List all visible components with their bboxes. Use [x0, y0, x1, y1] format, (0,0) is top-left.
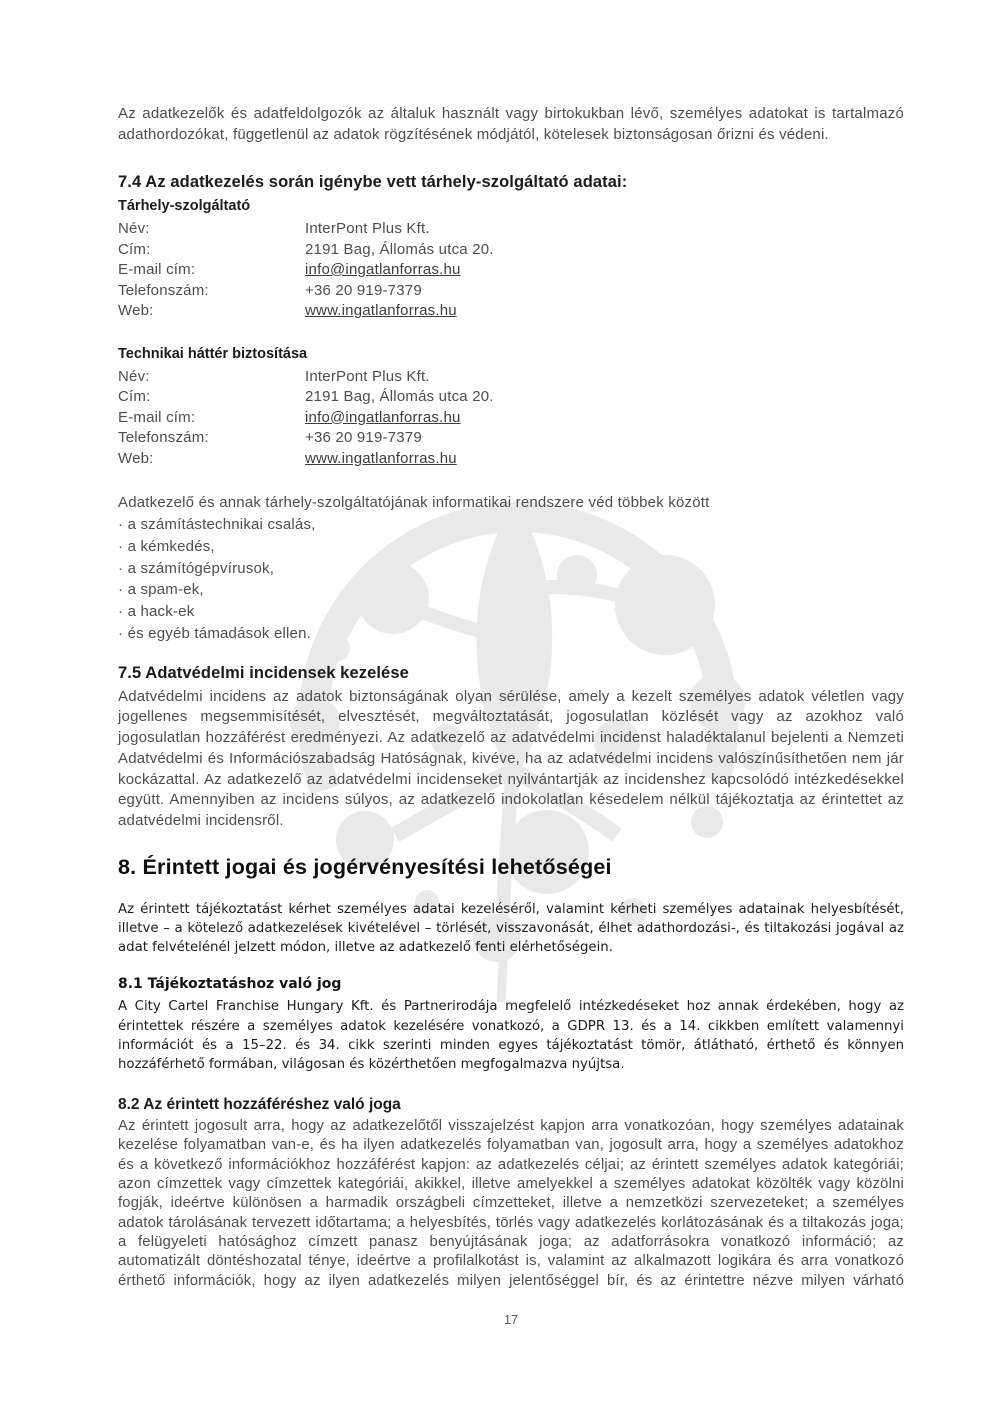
field-label: Név: — [118, 220, 150, 237]
table-row — [118, 387, 904, 408]
section-8-1-heading: 8.1 Tájékoztatáshoz való jog — [118, 976, 342, 993]
email-link[interactable]: info@ingatlanforras.hu — [305, 408, 461, 426]
table-row — [118, 281, 904, 302]
website-link[interactable]: www.ingatlanforras.hu — [305, 449, 457, 467]
field-value: +36 20 919-7379 — [305, 429, 422, 446]
table-row — [118, 260, 904, 281]
table-row — [118, 301, 904, 322]
field-label: E-mail cím: — [118, 408, 196, 426]
email-link[interactable]: info@ingatlanforras.hu — [305, 261, 461, 278]
field-label: Telefonszám: — [118, 429, 209, 446]
website-link[interactable]: www.ingatlanforras.hu — [305, 302, 457, 319]
table-row — [118, 428, 904, 449]
list-item: · a spam-ek, — [118, 581, 204, 599]
field-label: Név: — [118, 367, 150, 385]
list-item: · és egyéb támadások ellen. — [118, 624, 312, 642]
field-value: InterPont Plus Kft. — [305, 220, 430, 237]
field-value: 2191 Bag, Állomás utca 20. — [305, 240, 494, 258]
intro-paragraph: Az adatkezelők és adatfeldolgozók az általuk használt vagy birtokukban lévő, személyes adatokat is tartalmazó adathordozókat, függetlenül az adatok rögzítésének módjától, kötelesek biztonságosan őrizni és védeni. — [118, 105, 904, 143]
table-row — [118, 408, 904, 429]
document-content — [118, 103, 904, 1291]
field-label: E-mail cím: — [118, 261, 196, 278]
field-label: Telefonszám: — [118, 281, 209, 299]
protection-bullet-list — [118, 514, 904, 645]
section-7-5-heading: 7.5 Adatvédelmi incidensek kezelése — [118, 663, 409, 682]
list-item: · a kémkedés, — [118, 537, 215, 555]
hosting-provider-title: Tárhely-szolgáltató — [118, 198, 251, 214]
section-8-2-paragraph: Az érintett jogosult arra, hogy az adatkezelőtől visszajelzést kapjon arra vonatkozóan, hogy személyes adatainak kezelése folyamatban van-e, és ha ilyen adatkezelés folyamatban van, jogosult arra, hogy a személyes adatokhoz és a következő információkhoz hozzáférést kapjon: az adatkezelés céljai; az érintett személyes adatok kategóriái; azon címzettek vagy címzettek kategóriái, akikkel, illetve amelyekkel a személyes adatokat közölték vagy közölni fogják, ideértve különösen a harmadik országbeli címzetteket, illetve a nemzetközi szervezeteket; a személyes adatok tárolásának tervezett időtartama; a helyesbítés, törlés vagy adatkezelés korlátozásának és a tiltakozás joga; a felügyeleti hatósághoz címzett panasz benyújtásának joga; az adatforrásokra vonatkozó információ; az automatizált döntéshozatal ténye, ideértve a profilalkotást is, valamint az alkalmazott logikára és arra vonatkozó érthető információk, hogy az ilyen adatkezelés milyen jelentőséggel bír, és az érintettre nézve milyen várható — [118, 1118, 904, 1289]
field-label: Web: — [118, 449, 154, 467]
field-value: +36 20 919-7379 — [305, 281, 422, 299]
section-8-1-paragraph: A City Cartel Franchise Hungary Kft. és Partnerirodája megfelelő intézkedéseket hoz annak érdekében, hogy az érintettek részére a személyes adatok kezelésére vonatkozó, a GDPR 13. és a 14. cikkben említett valamennyi információt és a 15–22. és 34. cikk szerinti minden egyes tájékoztatást tömör, átlátható, érthető és könnyen hozzáférhető formában, világosan és közérthetően megfogalmazva nyújtsa. — [118, 999, 904, 1072]
section-8-intro-paragraph: Az érintett tájékoztatást kérhet személyes adatai kezeléséről, valamint kérheti személyes adatainak helyesbítését, illetve – a kötelező adatkezelések kivételével – törlését, visszavonását, élhet adathordozási-, és tiltakozási jogával az adat felvételénél jelzett módon, illetve az adatkezelő fenti elérhetőségein. — [118, 901, 904, 956]
field-label: Cím: — [118, 388, 151, 405]
list-item: · a számítástechnikai csalás, — [118, 516, 316, 533]
field-label: Web: — [118, 302, 154, 319]
table-row — [118, 219, 904, 240]
hosting-provider-table — [118, 219, 904, 322]
table-row — [118, 240, 904, 261]
protection-intro: Adatkezelő és annak tárhely-szolgáltatójának informatikai rendszere véd többek között — [118, 494, 710, 511]
section-8-2-heading: 8.2 Az érintett hozzáféréshez való joga — [118, 1096, 401, 1114]
section-7-5-paragraph: Adatvédelmi incidens az adatok biztonságának olyan sérülése, amely a kezelt személyes adatok véletlen vagy jogellenes megsemmisítését, elvesztését, megváltoztatását, jogosulatlan közlését vagy az azokhoz való jogosulatlan hozzáférést eredményezi. Az adatkezelő az adatvédelmi incidenst haladéktalanul bejelenti a Nemzeti Adatvédelmi és Információszabadság Hatóságnak, kivéve, ha az adatvédelmi incidens valószínűsíthetően nem jár kockázattal. Az adatkezelő az adatvédelmi incidenseket nyilvántartják az incidenshez kapcsolódó intézkedésekkel együtt. Amennyiben az incidens súlyos, az adatkezelő indokolatlan késedelem nélkül tájékoztatja az érintettet az adatvédelmi incidensről. — [118, 687, 904, 829]
technical-background-title: Technikai háttér biztosítása — [118, 345, 308, 362]
list-item: · a hack-ek — [118, 603, 195, 621]
technical-background-table — [118, 367, 904, 470]
table-row — [118, 367, 904, 388]
section-8-heading: 8. Érintett jogai és jogérvényesítési lehetőségei — [118, 854, 612, 879]
list-item: · a számítógépvírusok, — [118, 559, 275, 577]
page-number: 17 — [504, 1313, 518, 1327]
field-value: InterPont Plus Kft. — [305, 367, 430, 385]
section-7-4-heading: 7.4 Az adatkezelés során igénybe vett tárhely-szolgáltató adatai: — [118, 173, 628, 191]
field-value: 2191 Bag, Állomás utca 20. — [305, 388, 494, 405]
table-row — [118, 449, 904, 470]
field-label: Cím: — [118, 240, 151, 258]
